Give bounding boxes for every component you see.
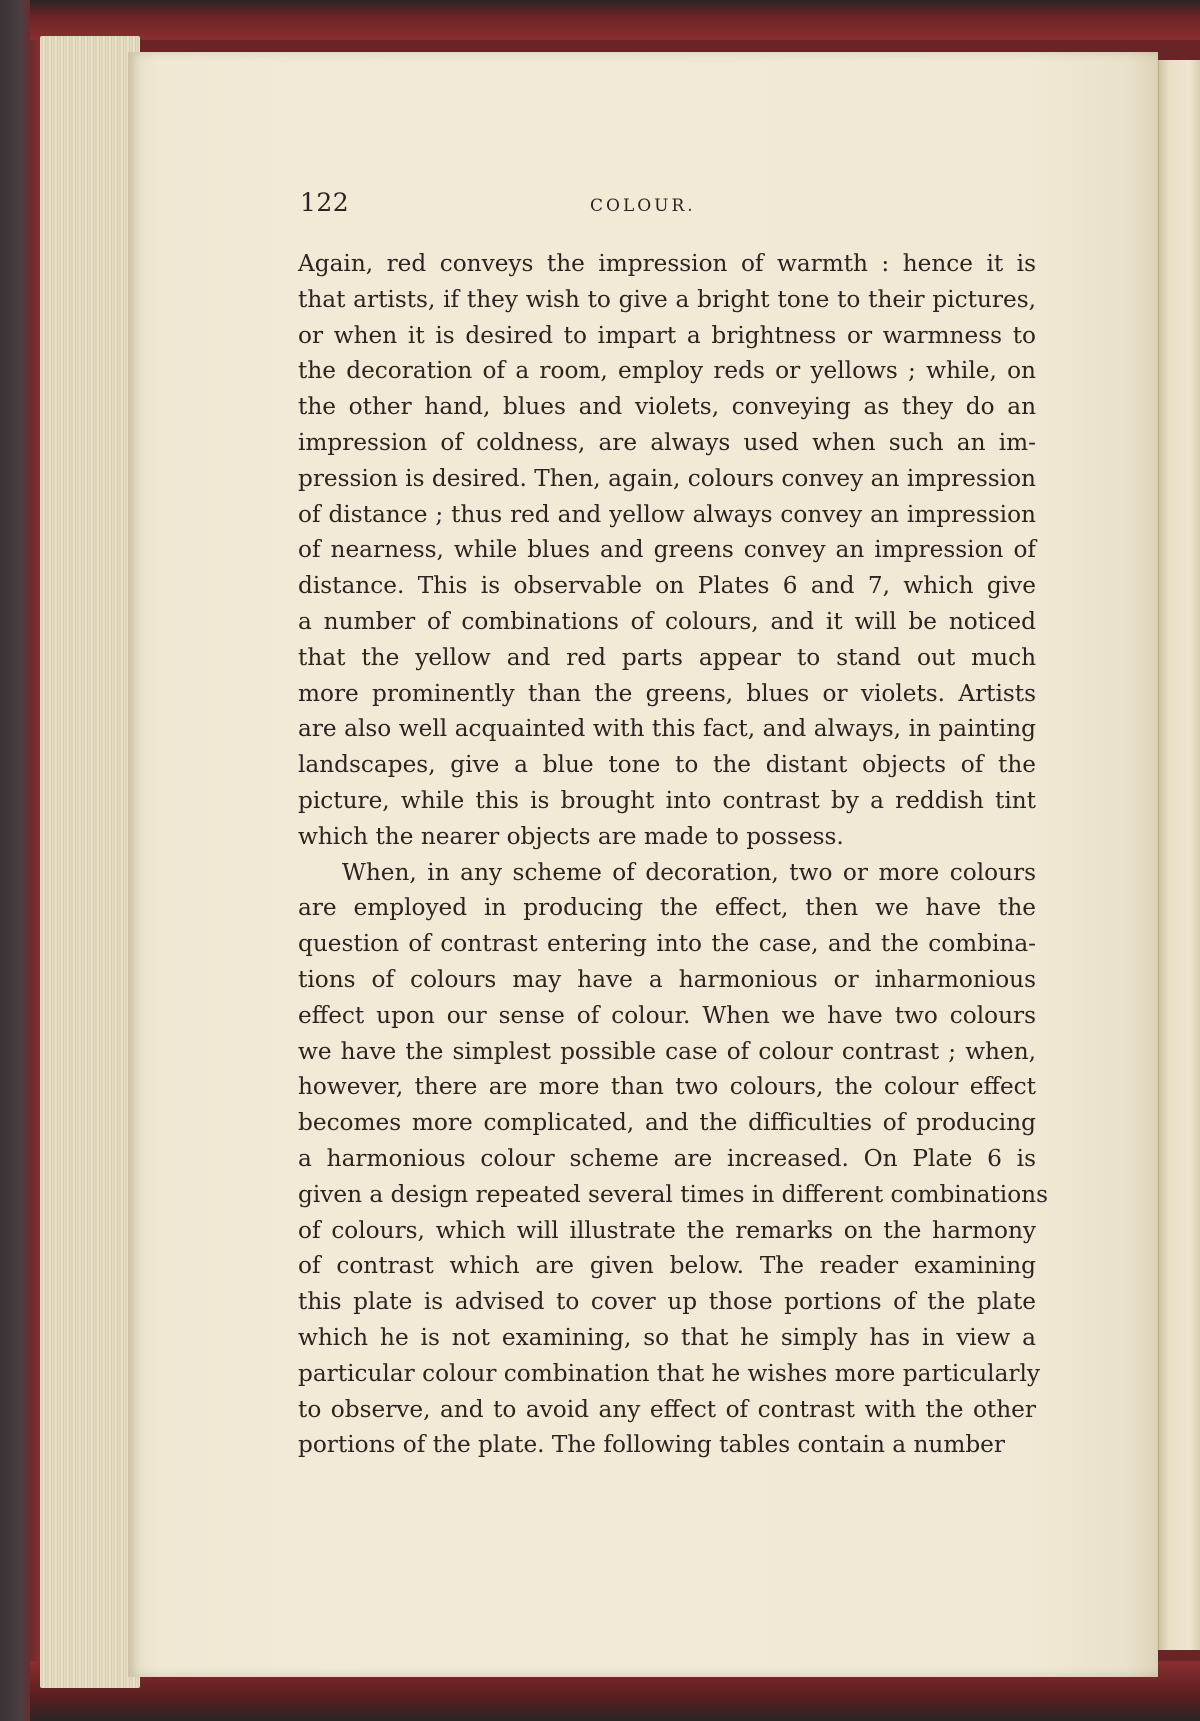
paragraph xyxy=(298,855,1048,1464)
text-line: are also well acquainted with this fact, and always, in painting xyxy=(298,715,1036,743)
page-edges xyxy=(40,36,140,1688)
text-line: distance. This is observable on Plates 6 and 7, which give xyxy=(298,572,1036,600)
text-line: tions of colours may have a harmonious or inharmonious xyxy=(298,965,1036,993)
text-line: are employed in producing the effect, then we have the xyxy=(298,894,1036,922)
text-line: Again, red conveys the impression of warmth : hence it is xyxy=(298,250,1036,277)
text-line: to observe, and to avoid any effect of contrast with the other xyxy=(298,1395,1036,1423)
text-line: this plate is advised to cover up those portions of the plate xyxy=(298,1288,1036,1316)
text-line: more prominently than the greens, blues or violets. Artists xyxy=(298,679,1036,707)
text-line: landscapes, give a blue tone to the distant objects of the xyxy=(298,751,1036,779)
text-line: becomes more complicated, and the difficulties of producing xyxy=(298,1109,1036,1137)
text-line: When, in any scheme of decoration, two or more colours xyxy=(342,858,1036,886)
text-line: effect upon our sense of colour. When we have two colours xyxy=(298,1001,1036,1029)
text-line: of distance ; thus red and yellow always convey an impression xyxy=(298,500,1036,528)
text-line: that artists, if they wish to give a bright tone to their pictures, xyxy=(298,285,1036,313)
text-line: we have the simplest possible case of colour contrast ; when, xyxy=(298,1037,1036,1065)
text-line: of colours, which will illustrate the remarks on the harmony xyxy=(298,1216,1036,1244)
text-line: of nearness, while blues and greens convey an impression of xyxy=(298,536,1036,564)
text-line: a harmonious colour scheme are increased. On Plate 6 is xyxy=(298,1144,1036,1172)
cover-top-edge xyxy=(30,0,1200,40)
text-line: given a design repeated several times in different combinations xyxy=(298,1180,1048,1208)
text-line: however, there are more than two colours, the colour effect xyxy=(298,1073,1036,1101)
text-line: the decoration of a room, employ reds or yellows ; while, on xyxy=(298,357,1036,385)
text-line: a number of combinations of colours, and it will be noticed xyxy=(298,607,1036,635)
text-line: portions of the plate. The following tables contain a number xyxy=(298,1431,1005,1459)
text-line: picture, while this is brought into contrast by a reddish tint xyxy=(298,786,1036,814)
paragraph xyxy=(298,246,1036,855)
text-line: pression is desired. Then, again, colours convey an impression xyxy=(298,464,1036,492)
body-text xyxy=(298,246,1048,1463)
page-number: 122 xyxy=(300,188,350,217)
text-line: particular colour combination that he wishes more particularly xyxy=(298,1359,1041,1387)
text-line: of contrast which are given below. The reader examining xyxy=(298,1252,1036,1280)
text-line: impression of coldness, are always used when such an im- xyxy=(298,428,1036,456)
text-line: the other hand, blues and violets, conveying as they do an xyxy=(298,393,1036,421)
running-head: COLOUR. xyxy=(590,196,696,216)
text-line: or when it is desired to impart a brightness or warmness to xyxy=(298,321,1036,349)
text-line: that the yellow and red parts appear to stand out much xyxy=(298,643,1036,671)
text-line: question of contrast entering into the case, and the combina- xyxy=(298,930,1036,958)
text-line: which the nearer objects are made to possess. xyxy=(298,822,844,850)
facing-page-edge xyxy=(1158,60,1200,1650)
page-header xyxy=(300,188,1040,228)
text-line: which he is not examining, so that he simply has in view a xyxy=(298,1323,1036,1351)
